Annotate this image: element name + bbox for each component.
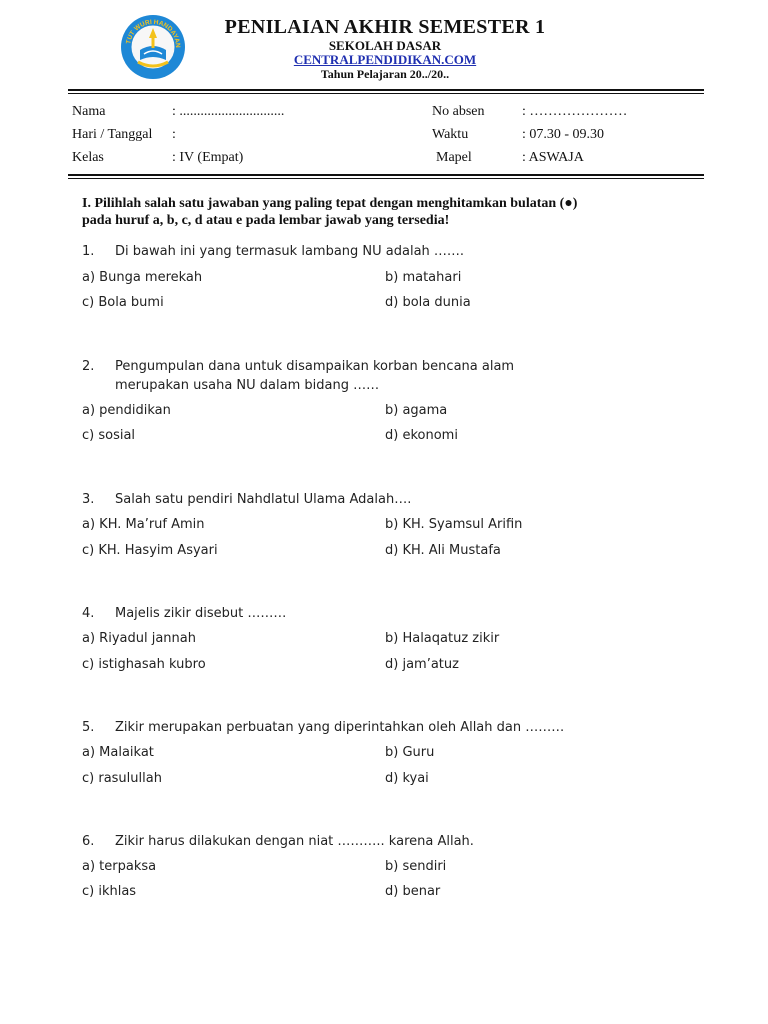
option-a: a) Riyadul jannah xyxy=(82,631,196,646)
divider xyxy=(68,174,704,176)
option-b: b) agama xyxy=(385,403,448,418)
page-title: PENILAIAN AKHIR SEMESTER 1 xyxy=(224,16,546,38)
option-d: d) jam’atuz xyxy=(385,657,459,672)
academic-year: Tahun Pelajaran 20../20.. xyxy=(320,67,450,81)
instruction-line: pada huruf a, b, c, d atau e pada lembar jawab yang tersedia! xyxy=(82,213,450,228)
instruction xyxy=(82,195,682,229)
mapel-label: Mapel xyxy=(436,150,472,165)
kelas-field: : IV (Empat) xyxy=(172,150,244,165)
option-b: b) matahari xyxy=(385,270,462,285)
absen-label: No absen xyxy=(432,104,485,119)
question-text: Di bawah ini yang termasuk lambang NU adalah ……. xyxy=(115,244,465,259)
nama-field: : .............................. xyxy=(172,104,285,119)
option-b: b) sendiri xyxy=(385,859,447,874)
question-text: Salah satu pendiri Nahdlatul Ulama Adalah…. xyxy=(115,492,412,507)
option-a: a) Malaikat xyxy=(82,745,154,760)
option-c: c) KH. Hasyim Asyari xyxy=(82,543,218,558)
option-c: c) ikhlas xyxy=(82,884,137,899)
option-c: c) rasulullah xyxy=(82,771,162,786)
option-c: c) Bola bumi xyxy=(82,295,164,310)
question-text: Majelis zikir disebut ……… xyxy=(115,606,287,621)
question-number: 2. xyxy=(82,359,95,374)
nama-label: Nama xyxy=(72,104,106,119)
question-number: 4. xyxy=(82,606,95,621)
hari-field: : xyxy=(172,127,176,142)
question-text: Zikir harus dilakukan dengan niat ……….. karena Allah. xyxy=(115,834,474,849)
divider xyxy=(68,178,704,179)
option-a: a) Bunga merekah xyxy=(82,270,203,285)
hari-label: Hari / Tanggal xyxy=(72,127,153,142)
option-b: b) Halaqatuz zikir xyxy=(385,631,500,646)
option-a: a) KH. Ma’ruf Amin xyxy=(82,517,205,532)
option-b: b) Guru xyxy=(385,745,435,760)
option-b: b) KH. Syamsul Arifin xyxy=(385,517,523,532)
option-c: c) istighasah kubro xyxy=(82,657,206,672)
divider xyxy=(68,93,704,94)
option-a: a) pendidikan xyxy=(82,403,171,418)
school-level: SEKOLAH DASAR xyxy=(328,38,442,53)
site-link[interactable]: CENTRALPENDIDIKAN.COM xyxy=(293,52,477,67)
tut-wuri-handayani-logo xyxy=(118,14,188,80)
question-text: Zikir merupakan perbuatan yang diperintahkan oleh Allah dan ……… xyxy=(115,720,565,735)
option-c: c) sosial xyxy=(82,428,136,443)
mapel-field: : ASWAJA xyxy=(522,150,584,165)
question-number: 3. xyxy=(82,492,95,507)
instruction-line: I. Pilihlah salah satu jawaban yang paling tepat dengan menghitamkan bulatan (●) xyxy=(82,196,578,211)
option-d: d) ekonomi xyxy=(385,428,458,443)
kelas-label: Kelas xyxy=(72,150,104,165)
option-d: d) benar xyxy=(385,884,441,899)
option-d: d) bola dunia xyxy=(385,295,471,310)
option-d: d) KH. Ali Mustafa xyxy=(385,543,501,558)
waktu-field: : 07.30 - 09.30 xyxy=(522,127,605,142)
question-number: 1. xyxy=(82,244,95,259)
option-a: a) terpaksa xyxy=(82,859,157,874)
option-d: d) kyai xyxy=(385,771,429,786)
svg-text:TUT WURI HANDAYANI: TUT WURI HANDAYAN xyxy=(125,18,182,49)
waktu-label: Waktu xyxy=(432,127,469,142)
question-number: 6. xyxy=(82,834,95,849)
question-text: merupakan usaha NU dalam bidang …… xyxy=(115,378,380,393)
question-number: 5. xyxy=(82,720,95,735)
divider xyxy=(68,89,704,91)
absen-field: : ………………… xyxy=(522,104,628,119)
question-text: Pengumpulan dana untuk disampaikan korban bencana alam xyxy=(115,359,515,374)
